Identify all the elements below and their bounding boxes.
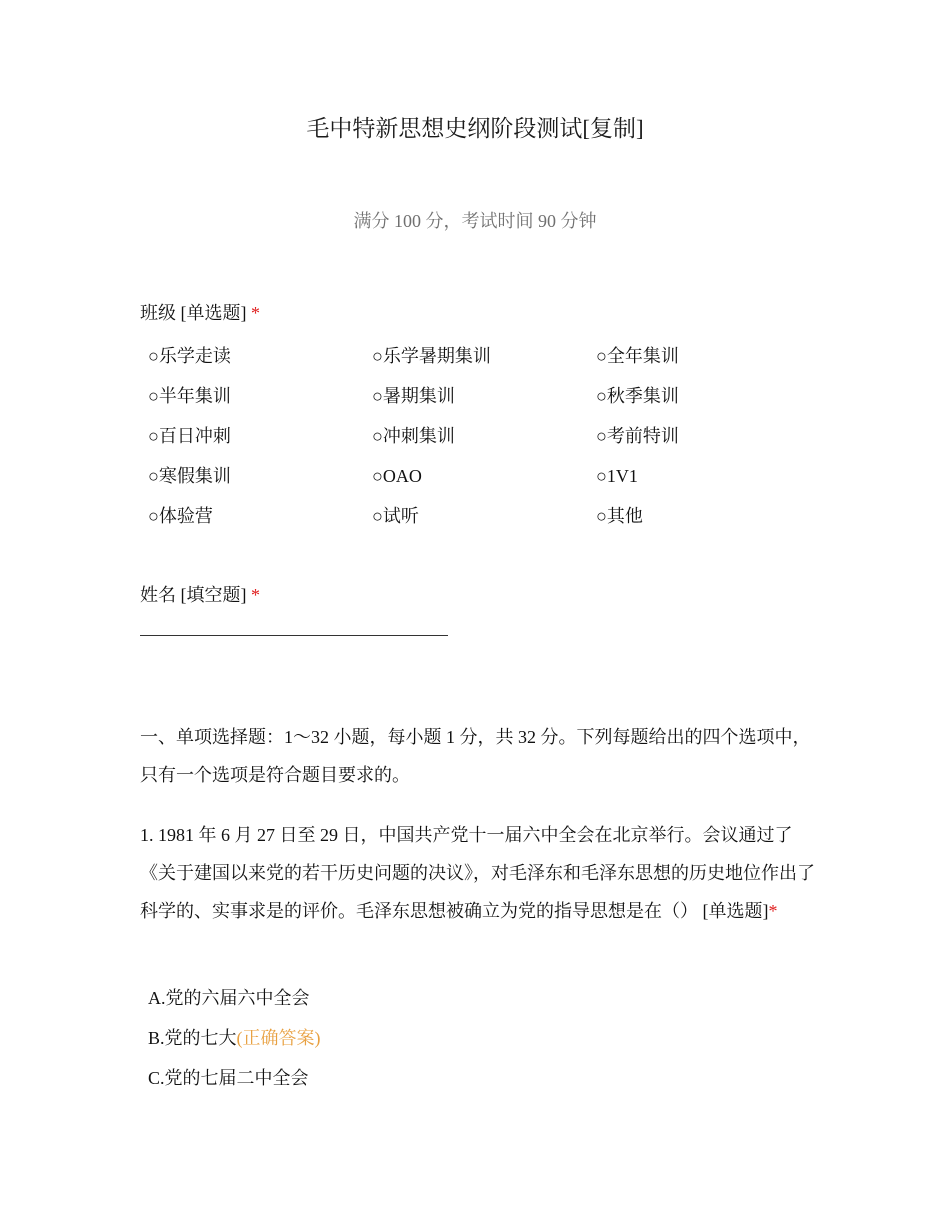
required-mark: * — [251, 303, 260, 323]
radio-option[interactable]: ○1V1 — [596, 466, 638, 486]
name-fill-blank[interactable] — [140, 635, 448, 636]
question-1-body: 1. 1981 年 6 月 27 日至 29 日，中国共产党十一届六中全会在北京举行。会议通过了《关于建国以来党的若干历史问题的决议》，对毛泽东和毛泽东思想的历史地位作出了科学的、实事求是的评价。毛泽东思想被确立为党的指导思想是在（） [单选题] — [140, 825, 815, 921]
correct-answer-note: (正确答案) — [236, 1028, 321, 1048]
page-title: 毛中特新思想史纲阶段测试[复制] — [306, 116, 644, 141]
options-row — [148, 383, 848, 423]
options-row — [148, 503, 848, 543]
radio-option[interactable]: ○OAO — [372, 466, 422, 486]
name-question-text: 姓名 [填空题] — [140, 585, 247, 605]
radio-option[interactable]: ○试听 — [372, 506, 419, 526]
class-options-grid — [148, 343, 848, 543]
answer-option-c[interactable] — [148, 1064, 309, 1090]
options-row — [148, 343, 848, 383]
answer-option-b[interactable] — [148, 1024, 321, 1050]
required-mark: * — [768, 901, 778, 921]
answer-option-label: C.党的七届二中全会 — [148, 1068, 309, 1088]
radio-option[interactable]: ○冲刺集训 — [372, 426, 455, 446]
radio-option[interactable]: ○全年集训 — [596, 346, 679, 366]
radio-option[interactable]: ○寒假集训 — [148, 466, 231, 486]
radio-option[interactable]: ○百日冲刺 — [148, 426, 231, 446]
radio-option[interactable]: ○秋季集训 — [596, 386, 679, 406]
answer-option-label: B.党的七大 — [148, 1028, 237, 1048]
radio-option[interactable]: ○乐学走读 — [148, 346, 231, 366]
radio-option[interactable]: ○乐学暑期集训 — [372, 346, 491, 366]
required-mark: * — [251, 585, 260, 605]
answer-option-label: A.党的六届六中全会 — [148, 988, 310, 1008]
answer-option-a[interactable] — [148, 984, 310, 1010]
radio-option[interactable]: ○半年集训 — [148, 386, 231, 406]
radio-option[interactable]: ○其他 — [596, 506, 643, 526]
options-row — [148, 463, 848, 503]
question-1-text — [140, 816, 815, 930]
radio-option[interactable]: ○暑期集训 — [372, 386, 455, 406]
radio-option[interactable]: ○体验营 — [148, 506, 213, 526]
options-row — [148, 423, 848, 463]
class-question-text: 班级 [单选题] — [140, 303, 247, 323]
radio-option[interactable]: ○考前特训 — [596, 426, 679, 446]
section-one-heading: 一、单项选择题：1～32 小题，每小题 1 分，共 32 分。下列每题给出的四个选项中，只有一个选项是符合题目要求的。 — [140, 727, 811, 785]
name-question-label — [140, 581, 260, 607]
class-question-label — [140, 299, 260, 325]
exam-subtitle: 满分 100 分，考试时间 90 分钟 — [353, 211, 597, 231]
